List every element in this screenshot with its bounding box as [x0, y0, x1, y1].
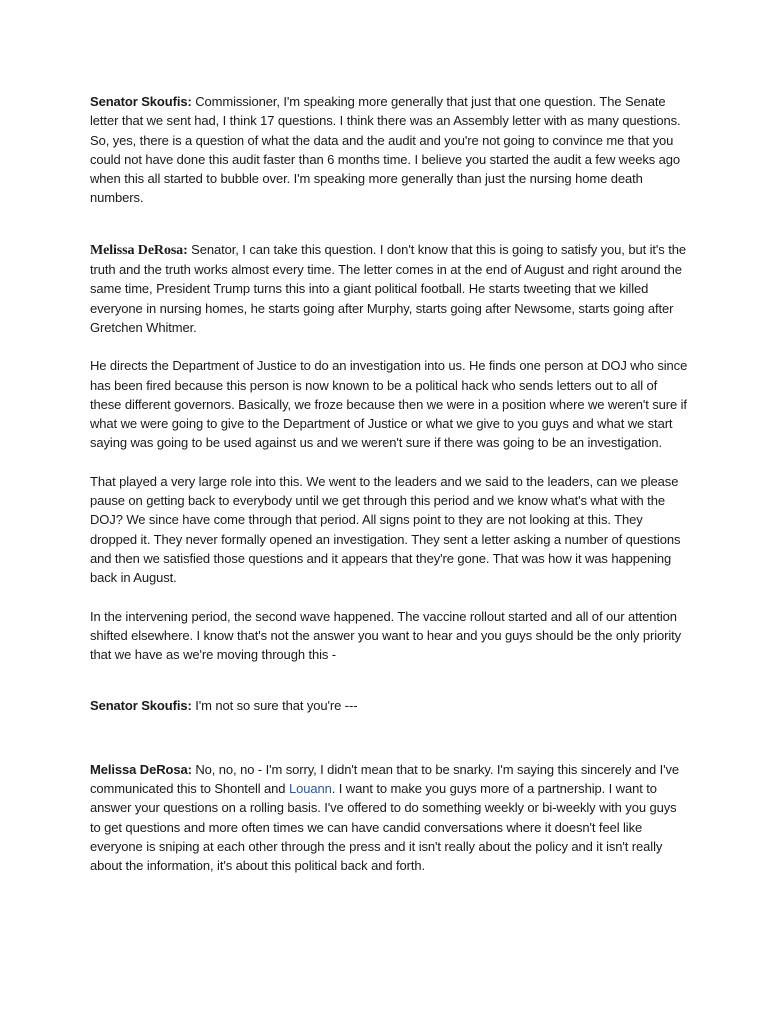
- paragraph-derosa-3: [90, 472, 690, 588]
- name-link[interactable]: Louann: [288, 781, 332, 797]
- paragraph-derosa-4: [90, 607, 690, 665]
- paragraph-skoufis-2: [90, 696, 690, 715]
- paragraph-text: That played a very large role into this. We went to the leaders and we said to the leaders, can we please pause on getting back to everybody until we get through this period and we know what's what with the DOJ? We since have come through that period. All signs point to they are not looking at this. They dropped it. They never formally opened an investigation. They sent a letter asking a number of questions and then we satisfied those questions and it appears that they're gone. That was how it was happening back in August.: [90, 473, 681, 586]
- paragraph-text: No, no, no - I'm sorry, I didn't mean that to be snarky. I'm saying this sincerely and I've communicated this to Shontell and: [90, 761, 680, 797]
- speaker-label: Melissa DeRosa:: [90, 242, 188, 258]
- transcript-page: [90, 92, 690, 876]
- paragraph-skoufis-1: [90, 92, 690, 208]
- paragraph-text: He directs the Department of Justice to do an investigation into us. He finds one person at DOJ who since has been fired because this person is now known to be a political hack who sends letters out to all of these different governors. Basically, we froze because then we were in a position where we weren't sure if what we were going to give to the Department of Justice or what we give to you guys and what we start saying was going to be used against us and we weren't sure if there was going to be an investigation.: [90, 358, 688, 451]
- paragraph-text: I'm not so sure that you're ---: [191, 698, 358, 714]
- speaker-label: Senator Skoufis:: [90, 94, 192, 109]
- speaker-label: Melissa DeRosa:: [90, 761, 192, 777]
- paragraph-derosa-1: [90, 240, 690, 337]
- paragraph-text: In the intervening period, the second wave happened. The vaccine rollout started and all of our attention shifted elsewhere. I know that's not the answer you want to hear and you guys should be the only priority that we have as we're moving through this -: [90, 608, 682, 663]
- speaker-label: Senator Skoufis:: [90, 698, 192, 714]
- paragraph-text: . I want to make you guys more of a partnership. I want to answer your questions on a rolling basis. I've offered to do something weekly or bi-weekly with you guys to get questions and more often times we can have candid conversations where it doesn't feel like everyone is sniping at each other through the press and it isn't really about the policy and it isn't really about the information, it's about this political back and forth.: [90, 781, 677, 874]
- paragraph-text: Commissioner, I'm speaking more generally that just that one question. The Senate letter that we sent had, I think 17 questions. I think there was an Assembly letter with as many questions. So, yes, there is a question of what the data and the audit and you're not going to convince me that you could not have done this audit faster than 6 months time. I believe you started the audit a few weeks ago when this all started to bubble over. I'm speaking more generally than just the nursing home death numbers.: [90, 94, 681, 206]
- paragraph-text: Senator, I can take this question. I don't know that this is going to satisfy you, but it's the truth and the truth works almost every time. The letter comes in at the end of August and right around the same time, President Trump turns this into a giant political football. He starts tweeting that we killed everyone in nursing homes, he starts going after Murphy, starts going after Newsome, starts going after Gretchen Whitmer.: [90, 241, 686, 335]
- paragraph-derosa-5: [90, 760, 690, 876]
- paragraph-derosa-2: [90, 356, 690, 452]
